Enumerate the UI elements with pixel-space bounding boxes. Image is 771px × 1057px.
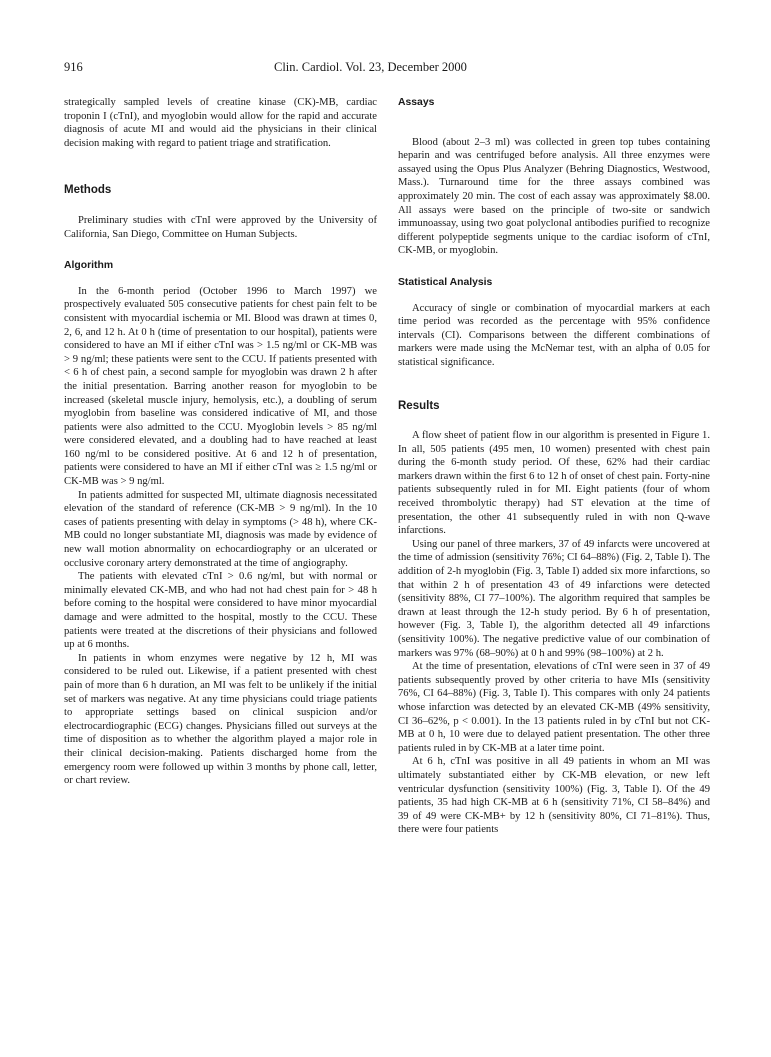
results-paragraph-4: At 6 h, cTnI was positive in all 49 patients in whom an MI was ultimately substantiated either by CK-MB elevation, or new left ventricular dysfunction (sensitivity 100%) (Fig. 3, Table I). Of the 49 patients, 35 had high CK-MB at 6 h (sensitivity 71%, CI 58–84%) and 39 of 49 were CK-MB+ by 12 h (sensitivity 80%, CI 71–81%). Thus, there were four patients [398, 756, 710, 836]
results-paragraph-1: A flow sheet of patient flow in our algorithm is presented in Figure 1. In all, 505 patients (495 men, 10 women) presented with chest pain during the 6-month study period. Of these, 62% had their cardiac markers drawn within the first 6 to 12 h of onset of chest pain. Forty-nine patients subsequently ruled in for MI. Eight patients (four of whom received thrombolytic therapy) had ST elevation at the time of presentation, the other 41 subsequently ruled in with non Q-wave infarctions. [398, 430, 710, 537]
algorithm-paragraph-3: The patients with elevated cTnI > 0.6 ng/ml, but with normal or minimally elevated CK-MB, and who had not had chest pain for > 48 h before coming to the hospital were considered to have minor myocardial damage and were admitted to the hospital, mostly to the CCU. These patients were treated at the discretions of their physicians and followed up at 6 months. [64, 571, 377, 651]
statistical-analysis-paragraph: Accuracy of single or combination of myocardial markers at each time period was recorded as the percentage with 95% confidence intervals (CI). Comparisons between the different combinations of markers were made using the McNemar test, with an alpha of 0.05 for statistical significance. [398, 302, 710, 368]
methods-paragraph: Preliminary studies with cTnI were approved by the University of California, San Diego, Committee on Human Subjects. [64, 214, 377, 240]
left-column [64, 96, 377, 788]
statistical-analysis-heading: Statistical Analysis [398, 276, 493, 288]
assays-heading: Assays [398, 97, 435, 108]
intro-paragraph: strategically sampled levels of creatine kinase (CK)-MB, cardiac troponin I (cTnI), and myoglobin would allow for the rapid and accurate diagnosis of acute MI and would aid the physicians in their clinical decision making with regard to patient triage and stratification. [64, 97, 377, 149]
assays-paragraph: Blood (about 2–3 ml) was collected in green top tubes containing heparin and was centrifuged before analysis. All three enzymes were assayed using the Opus Plus Analyzer (Behring Diagnostics, Westwood, Mass.). Turnaround time for the three assays combined was approximately 20 min. The cost of each assay was approximately $8.00. All assays were based on the principle of two-site or sandwich immunoassay, using two goat polyclonal antibodies purified to recognize different polypeptide segments unique to the cardiac isoform of cTnI, CK-MB, or myoglobin. [398, 136, 710, 257]
algorithm-paragraph-2: In patients admitted for suspected MI, ultimate diagnosis necessitated elevation of the standard of reference (CK-MB > 9 ng/ml). In the 10 cases of patients presenting with delay in symptoms (> 48 h), where CK-MB could no longer substantiate MI, diagnosis was made by evidence of new wall motion abnormality on echocardiography or an ulcerated or occlusive coronary artery demonstrated at the time of angiography. [64, 489, 377, 569]
results-paragraph-3: At the time of presentation, elevations of cTnI were seen in 37 of 49 patients subsequently proved by other criteria to have MIs (sensitivity 76%, CI 64–88%) (Fig. 3, Table I). This compares with only 24 patients whose infarction was detected by an elevated CK-MB (49% sensitivity, CI 36–62%, p < 0.001). In the 13 patients ruled in by cTnI but not CK-MB at 0 h, 10 were due to delayed patient presentation. The other three patients ruled in by CK-MB at a later time point. [398, 661, 710, 754]
results-paragraph-2: Using our panel of three markers, 37 of 49 infarcts were uncovered at the time of admission (sensitivity 76%; CI 64–88%) (Fig. 2, Table I). The addition of 2-h myoglobin (Fig. 3, Table I) added six more infarctions, so that within 2 h of presentation 43 of 49 infarctions were detected (sensitivity 88%, CI 77–100%). The algorithm required that samples be drawn at least through the 12-h study period. By 6 h of presentation, however (Fig. 3, Table I), the algorithm detected all 49 infarctions (sensitivity 100%). The negative predictive value of our combination of markers was 97% (68–90%) at 0 h and 99% (98–100%) at 2 h. [398, 538, 710, 659]
results-heading: Results [398, 399, 440, 412]
right-column [398, 96, 710, 837]
algorithm-heading: Algorithm [64, 260, 114, 272]
journal-citation: Clin. Cardiol. Vol. 23, December 2000 [274, 60, 467, 74]
algorithm-paragraph-4: In patients in whom enzymes were negative by 12 h, MI was considered to be ruled out. Likewise, if a patient presented with chest pain of more than 6 h duration, an MI was felt to be unlikely if the initial set of markers was negative. At any time physicians could triage patients to appropriate settings based on clinical suspicion and/or electrocardiographic (ECG) changes. Physicians filled out surveys at the time of disposition as to whether the algorithm played a major role in their clinical decision-making. Patients discharged home from the emergency room were followed up within 3 months by phone call, letter, or chart review. [64, 652, 377, 787]
page-number: 916 [64, 60, 83, 74]
algorithm-paragraph-1: In the 6-month period (October 1996 to March 1997) we prospectively evaluated 505 consecutive patients for chest pain felt to be consistent with myocardial ischemia or MI. Blood was drawn at times 0, 2, 6, and 12 h. At 0 h (time of presentation to our hospital), patients were considered to have an MI if either cTnI was > 1.5 ng/ml or CK-MB was > 9 ng/ml; these patients were sent to the CCU. If patients presented with < 6 h of chest pain, a second sample for myoglobin was drawn 2 h after the initial presentation. Barring another reason for myoglobin to be increased (skeletal muscle injury, hemolysis, etc.), a doubling of serum myoglobin from baseline was considered indicative of MI, and those patients were also admitted to the CCU. Myoglobin levels > 85 ng/ml were considered elevated, and a doubling had to have reached at least 160 ng/ml to be considered positive. At 6 and 12 h of presentation, patients were considered to have an MI if either cTnI was ≥ 1.5 ng/ml or CK-MB was > 9 ng/ml. [64, 285, 377, 488]
running-header [64, 60, 704, 78]
methods-heading: Methods [64, 184, 112, 197]
